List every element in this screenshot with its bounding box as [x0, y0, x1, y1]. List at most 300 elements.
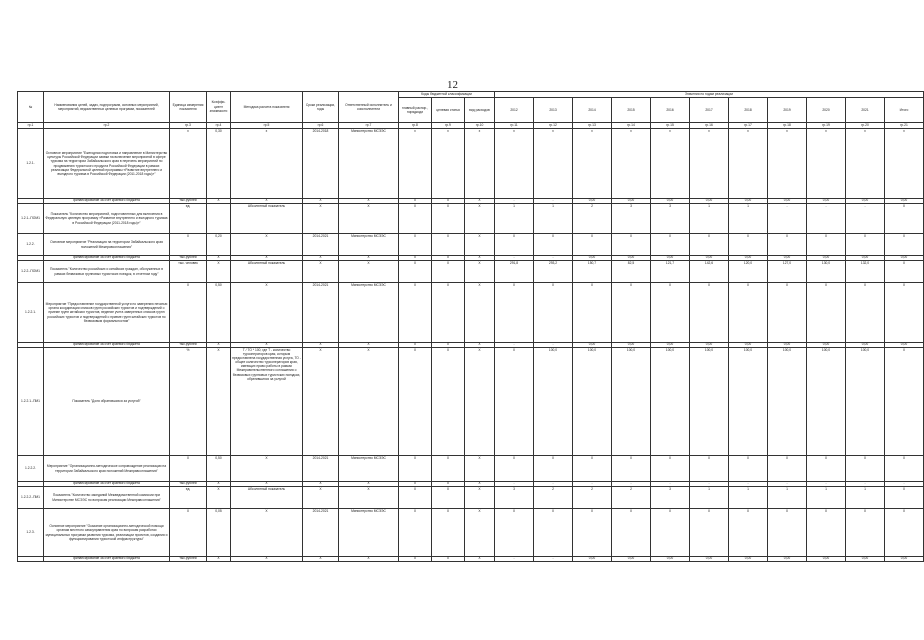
header-coef: Коэффи-циент значимости: [207, 92, 231, 123]
table-cell: Х: [231, 456, 303, 482]
table-cell: тыс.рублей: [170, 256, 207, 261]
row-number-cell: 1.2.2.2.: [18, 456, 44, 482]
table-cell: Х: [432, 348, 465, 456]
header-year: 2019: [768, 98, 807, 123]
table-cell: Х: [612, 456, 651, 482]
table-cell: Х: [534, 509, 573, 557]
table-cell: 0,00: [651, 256, 690, 261]
table-cell: 2: [573, 487, 612, 509]
table-cell: Х: [339, 348, 399, 456]
table-cell: 121,7: [651, 261, 690, 283]
table-cell: Х: [399, 204, 432, 234]
table-cell: Х: [303, 482, 339, 487]
table-cell: Х: [339, 557, 399, 562]
table-cell: Х: [690, 509, 729, 557]
table-cell: -: [495, 343, 534, 348]
table-body: [18, 123, 924, 562]
table-cell: 0,00: [690, 256, 729, 261]
table-cell: 0,00: [690, 557, 729, 562]
table-cell: Х: [207, 482, 231, 487]
table-cell: Х: [432, 509, 465, 557]
row-name-cell: финансирование за счет краевого бюджета: [44, 343, 170, 348]
table-cell: 293,2: [534, 261, 573, 283]
row-name-cell: Показатель "Количество российских и китайских граждан, обслуженных в рамках безвизовых групповых туристских поездок, в отчетном году": [44, 261, 170, 283]
table-cell: Х: [465, 456, 495, 482]
table-cell: [207, 204, 231, 234]
table-cell: Х: [651, 234, 690, 256]
header-budget-col: целевая статья: [432, 98, 465, 123]
table-cell: Х: [303, 199, 339, 204]
table-cell: 0,00: [807, 557, 846, 562]
table-cell: Абсолютный показатель: [231, 261, 303, 283]
row-number-cell: 1.2.2.: [18, 234, 44, 256]
header-year: 2015: [612, 98, 651, 123]
table-cell: Х: [432, 487, 465, 509]
table-cell: х: [573, 129, 612, 199]
column-number: гр.1: [18, 123, 44, 129]
table-cell: 0,50: [207, 456, 231, 482]
table-cell: Х: [207, 343, 231, 348]
table-cell: Х: [207, 557, 231, 562]
table-cell: -: [534, 343, 573, 348]
table-cell: -: [846, 482, 885, 487]
table-cell: Х: [885, 487, 924, 509]
column-number: гр.2: [44, 123, 170, 129]
table-cell: Х: [432, 256, 465, 261]
row-name-cell: Показатель "Количество заседаний Межведомственной комиссии при Министерстве МСЭЭС по вопросам реализации Межправсоглашения": [44, 487, 170, 509]
table-cell: х: [885, 129, 924, 199]
table-cell: Х: [495, 283, 534, 343]
table-cell: Х: [399, 456, 432, 482]
table-cell: Х: [534, 283, 573, 343]
table-cell: Х: [399, 343, 432, 348]
table-cell: 2: [573, 204, 612, 234]
table-cell: 3: [495, 487, 534, 509]
table-cell: х: [432, 129, 465, 199]
table-cell: Х: [339, 487, 399, 509]
table-cell: -: [534, 557, 573, 562]
row-number-cell: [18, 557, 44, 562]
table-cell: 0,00: [573, 256, 612, 261]
table-cell: Х: [303, 348, 339, 456]
table-cell: -: [846, 204, 885, 234]
table-cell: Министерство МСЭЭС: [339, 283, 399, 343]
table-cell: 0,00: [768, 256, 807, 261]
table-row: [18, 234, 924, 256]
column-number: гр.19: [807, 123, 846, 129]
column-number: гр.10: [465, 123, 495, 129]
header-resp: Ответственный исполнитель и соисполнители: [339, 92, 399, 123]
table-cell: -: [690, 482, 729, 487]
table-cell: Х: [690, 456, 729, 482]
table-cell: 0,00: [612, 343, 651, 348]
table-cell: Х: [495, 509, 534, 557]
header-year: 2017: [690, 98, 729, 123]
table-cell: Х: [432, 482, 465, 487]
table-cell: 1: [690, 487, 729, 509]
table-cell: -: [729, 482, 768, 487]
row-name-cell: Основное мероприятие "Ежегодная подготовка и направление в Министерство культуры Российской Федерации заявки на включение мероприятий в сфере туризма на территории Забайкальского края в перечень мероприятий по продвижению туристского продукта Российской Федерации в рамках реализации Федеральной целевой программы «Развитие внутреннего и въездного туризма в Российской Федерации (2011-2018 годы)»": [44, 129, 170, 199]
table-cell: Х: [170, 456, 207, 482]
table-cell: -: [534, 482, 573, 487]
table-cell: -: [885, 482, 924, 487]
table-cell: Х: [846, 456, 885, 482]
table-cell: Х: [339, 343, 399, 348]
column-number: гр.17: [729, 123, 768, 129]
table-cell: Х: [768, 234, 807, 256]
table-cell: Х: [399, 261, 432, 283]
table-cell: Х: [612, 509, 651, 557]
table-cell: -: [612, 482, 651, 487]
table-cell: Х: [432, 283, 465, 343]
table-cell: Х: [768, 456, 807, 482]
header-year: 2012: [495, 98, 534, 123]
table-cell: -: [651, 482, 690, 487]
table-cell: ед.: [170, 487, 207, 509]
table-cell: 0,00: [729, 199, 768, 204]
table-cell: 0,00: [573, 343, 612, 348]
table-cell: 0,00: [885, 557, 924, 562]
table-cell: 0,00: [807, 256, 846, 261]
table-row: [18, 487, 924, 509]
row-name-cell: финансирование за счет краевого бюджета: [44, 256, 170, 261]
table-cell: тыс.рублей: [170, 343, 207, 348]
table-cell: Х: [495, 456, 534, 482]
table-cell: Х: [399, 557, 432, 562]
header-method: Методика расчета показателя: [231, 92, 303, 123]
table-cell: Х: [432, 343, 465, 348]
table-cell: Х: [465, 283, 495, 343]
row-number-cell: 1.2.2.1.-ПМ1: [18, 348, 44, 456]
table-cell: Х: [573, 234, 612, 256]
header-name: Наименования целей, задач, подпрограмм, основных мероприятий, мероприятий, ведомственных целевых программ, показателей: [44, 92, 170, 123]
table-cell: Х: [465, 343, 495, 348]
table-cell: Х: [432, 234, 465, 256]
table-cell: 0,00: [690, 199, 729, 204]
table-cell: Х: [846, 509, 885, 557]
header-year: 2016: [651, 98, 690, 123]
table-cell: Х: [612, 234, 651, 256]
table-cell: Х: [231, 509, 303, 557]
table-cell: -: [807, 482, 846, 487]
table-cell: 0,00: [651, 199, 690, 204]
table-cell: Х: [207, 348, 231, 456]
column-number: гр.9: [432, 123, 465, 129]
table-cell: 0,00: [885, 256, 924, 261]
table-cell: х: [846, 129, 885, 199]
table-cell: Х: [231, 343, 303, 348]
column-number: гр.11: [495, 123, 534, 129]
table-cell: 100,0: [534, 348, 573, 456]
table-cell: 2014-2021: [303, 456, 339, 482]
table-row: [18, 261, 924, 283]
table-cell: 132,0: [846, 261, 885, 283]
table-cell: 1: [846, 487, 885, 509]
table-cell: х: [170, 129, 207, 199]
table-cell: Х: [231, 199, 303, 204]
table-cell: 0,00: [768, 199, 807, 204]
row-name-cell: Мероприятие "Организационно-методическое сопровождение реализации на территории Забайкальского края положений Межправсоглашения": [44, 456, 170, 482]
table-cell: 2: [612, 487, 651, 509]
table-cell: Х: [303, 256, 339, 261]
column-number: гр.21: [885, 123, 924, 129]
column-number: гр.4: [207, 123, 231, 129]
table-cell: Х: [465, 557, 495, 562]
header-budget-col: вид расходов: [465, 98, 495, 123]
table-cell: Х: [573, 509, 612, 557]
table-cell: Х: [303, 557, 339, 562]
table-cell: Х: [846, 283, 885, 343]
table-cell: 0,00: [846, 199, 885, 204]
table-cell: 0,00: [612, 256, 651, 261]
table-cell: 120,0: [729, 261, 768, 283]
table-cell: Х: [207, 199, 231, 204]
table-cell: 100,0: [768, 348, 807, 456]
table-cell: Х: [207, 487, 231, 509]
table-cell: Х: [432, 557, 465, 562]
table-cell: 0,00: [846, 343, 885, 348]
table-cell: 0,00: [651, 343, 690, 348]
column-number: гр.6: [303, 123, 339, 129]
table-cell: Х: [729, 234, 768, 256]
table-cell: 82,5: [612, 261, 651, 283]
table-cell: Х: [207, 256, 231, 261]
table-cell: 127,0: [768, 261, 807, 283]
table-cell: Х: [231, 482, 303, 487]
table-cell: Х: [729, 456, 768, 482]
table-cell: Х: [846, 234, 885, 256]
table-cell: Министерство МСЭЭС: [339, 129, 399, 199]
table-cell: 1: [729, 487, 768, 509]
header-year: 2013: [534, 98, 573, 123]
table-cell: Х: [807, 234, 846, 256]
table-cell: х: [612, 129, 651, 199]
table-cell: 2014-2018: [303, 129, 339, 199]
table-cell: Х: [885, 456, 924, 482]
table-cell: -: [495, 199, 534, 204]
table-cell: Х: [432, 261, 465, 283]
table-cell: х: [651, 129, 690, 199]
table-row: [18, 456, 924, 482]
table-cell: х: [807, 129, 846, 199]
table-row: [18, 283, 924, 343]
table-cell: -: [768, 482, 807, 487]
table-cell: 130,0: [807, 261, 846, 283]
table-cell: Х: [465, 487, 495, 509]
column-number: гр.15: [651, 123, 690, 129]
column-number: гр.7: [339, 123, 399, 129]
table-cell: Х: [339, 256, 399, 261]
table-cell: Х: [465, 509, 495, 557]
table-cell: Х: [807, 456, 846, 482]
table-cell: Х: [495, 348, 534, 456]
table-cell: 0,00: [573, 199, 612, 204]
table-cell: Х: [231, 256, 303, 261]
table-cell: Х: [612, 283, 651, 343]
table-cell: Х: [303, 487, 339, 509]
row-number-cell: 1.2.1.: [18, 129, 44, 199]
table-cell: -: [807, 204, 846, 234]
table-cell: Х: [231, 557, 303, 562]
table-cell: Х: [170, 509, 207, 557]
table-cell: 0,00: [690, 343, 729, 348]
table-cell: Абсолютный показатель: [231, 204, 303, 234]
table-cell: Х: [399, 487, 432, 509]
table-cell: Х: [729, 509, 768, 557]
table-cell: Х: [495, 234, 534, 256]
column-number: гр.20: [846, 123, 885, 129]
table-cell: Х: [651, 283, 690, 343]
table-cell: 100,0: [846, 348, 885, 456]
table-cell: 3: [651, 487, 690, 509]
row-name-cell: Показатель "Доля обратившихся за услугой": [44, 348, 170, 456]
table-cell: 0,00: [651, 557, 690, 562]
table-cell: х: [495, 129, 534, 199]
table-cell: 1: [495, 204, 534, 234]
table-cell: Х: [465, 348, 495, 456]
table-cell: Х: [170, 234, 207, 256]
table-cell: Х: [399, 509, 432, 557]
table-cell: -: [534, 199, 573, 204]
table-cell: 0,00: [885, 199, 924, 204]
table-cell: Х: [885, 348, 924, 456]
table-cell: 0,00: [807, 343, 846, 348]
row-name-cell: Мероприятие "Предоставление государственной услуги по заверению печатью органа координации списков групп российских туристов и подтверждений о приеме групп китайских туристов, ведение учета заверенных списков групп российских туристов и подтверждений о приеме групп китайских туристов по безвизовым формальностям": [44, 283, 170, 343]
table-cell: Х: [534, 234, 573, 256]
header-years-group: Значения по годам реализации: [495, 92, 924, 98]
table-row: [18, 509, 924, 557]
table-cell: тыс. человек: [170, 261, 207, 283]
table-cell: 1: [534, 204, 573, 234]
table-cell: Министерство МСЭЭС: [339, 234, 399, 256]
column-number: гр.16: [690, 123, 729, 129]
row-number-cell: 1.2.2.1.: [18, 283, 44, 343]
table-cell: х: [231, 129, 303, 199]
table-cell: х: [768, 129, 807, 199]
table-cell: 100,0: [807, 348, 846, 456]
table-cell: Х: [885, 204, 924, 234]
table-cell: Х: [170, 283, 207, 343]
table-row: [18, 204, 924, 234]
table-cell: Х: [690, 283, 729, 343]
table-cell: 150,7: [573, 261, 612, 283]
table-cell: -: [495, 256, 534, 261]
table-cell: 0,00: [885, 343, 924, 348]
financing-row: [18, 557, 924, 562]
column-number: гр.8: [399, 123, 432, 129]
table-cell: 1: [807, 487, 846, 509]
table-cell: 0,05: [207, 509, 231, 557]
table-cell: Абсолютный показатель: [231, 487, 303, 509]
table-cell: Министерство МСЭЭС: [339, 509, 399, 557]
header-unit: Единица измерения показателя: [170, 92, 207, 123]
table-row: [18, 129, 924, 199]
column-number: гр.5: [231, 123, 303, 129]
table-cell: 0,30: [207, 129, 231, 199]
table-cell: Х: [465, 256, 495, 261]
header-year: 2014: [573, 98, 612, 123]
table-cell: Х: [885, 283, 924, 343]
table-cell: Х: [399, 256, 432, 261]
table-cell: Т / ТО * 100, где Т - количество турооператоров края, которым предоставлена государственная услуга, ТО - общее количество турооператоров края, имеющих право работы в рамках Межправительственного соглашения о безвизовых групповых туристских поездках, обратившихся за услугой: [231, 348, 303, 456]
table-cell: 3: [651, 204, 690, 234]
table-cell: Х: [339, 204, 399, 234]
table-cell: 2014-2021: [303, 283, 339, 343]
table-cell: 0,00: [612, 199, 651, 204]
table-cell: Х: [231, 234, 303, 256]
header-budget-group: Коды бюджетной классификации: [399, 92, 495, 98]
header-year: 2018: [729, 98, 768, 123]
table-cell: Х: [399, 234, 432, 256]
row-name-cell: финансирование за счет краевого бюджета: [44, 199, 170, 204]
table-cell: 1: [768, 487, 807, 509]
table-cell: 0,00: [807, 199, 846, 204]
table-cell: 0,00: [573, 557, 612, 562]
table-cell: 100,0: [729, 348, 768, 456]
table-cell: Х: [768, 509, 807, 557]
row-name-cell: финансирование за счет краевого бюджета: [44, 557, 170, 562]
table-cell: Х: [303, 343, 339, 348]
table-cell: %: [170, 348, 207, 456]
table-cell: 0,00: [846, 256, 885, 261]
table-cell: Х: [885, 509, 924, 557]
header-term: Сроки реализации, годы: [303, 92, 339, 123]
table-cell: 142,6: [690, 261, 729, 283]
table-cell: Х: [573, 456, 612, 482]
table-cell: тыс.рублей: [170, 557, 207, 562]
header-budget-col: главный распор., порядкоди: [399, 98, 432, 123]
table-cell: Х: [885, 261, 924, 283]
table-cell: тыс.рублей: [170, 199, 207, 204]
table-cell: Х: [339, 199, 399, 204]
table-cell: 100,0: [690, 348, 729, 456]
table-cell: -: [534, 256, 573, 261]
table-cell: Х: [885, 234, 924, 256]
row-name-cell: финансирование за счет краевого бюджета: [44, 482, 170, 487]
table-cell: Х: [807, 509, 846, 557]
row-name-cell: Основное мероприятие "Оказание организационно-методической помощи органам местного самоуправления края по вопросам разработки муниципальных программ развития туризма, реализации проектов, создания и функционирования туристской инфраструктуры": [44, 509, 170, 557]
table-cell: Х: [432, 199, 465, 204]
table-cell: Х: [690, 234, 729, 256]
table-cell: Х: [399, 348, 432, 456]
row-name-cell: Основное мероприятие "Реализация на территории Забайкальского края положений Межправсоглашения": [44, 234, 170, 256]
table-cell: 100,0: [573, 348, 612, 456]
table-cell: х: [729, 129, 768, 199]
column-number: гр.13: [573, 123, 612, 129]
column-number: гр.18: [768, 123, 807, 129]
table-cell: Х: [339, 261, 399, 283]
table-cell: Х: [399, 283, 432, 343]
table-cell: -: [573, 482, 612, 487]
table-cell: х: [465, 129, 495, 199]
table-cell: Х: [534, 456, 573, 482]
table-cell: х: [690, 129, 729, 199]
column-number: гр.3: [170, 123, 207, 129]
header-year: 2020: [807, 98, 846, 123]
header-num: №: [18, 92, 44, 123]
table-cell: Х: [768, 283, 807, 343]
row-number-cell: 1.2.1.-ПОМ1: [18, 204, 44, 234]
table-cell: 2014-2021: [303, 234, 339, 256]
table-cell: тыс.рублей: [170, 482, 207, 487]
row-name-cell: Показатель "Количество мероприятий, подготовленных для включения в Федеральную целевую программу «Развитие внутреннего и въездного туризма в Российской Федерации (2011-2018 годы)»": [44, 204, 170, 234]
table-cell: 0,00: [729, 557, 768, 562]
table-cell: Х: [432, 204, 465, 234]
column-number: гр.12: [534, 123, 573, 129]
table-cell: 1: [729, 204, 768, 234]
table-cell: 0,00: [729, 343, 768, 348]
table-cell: 0,00: [846, 557, 885, 562]
